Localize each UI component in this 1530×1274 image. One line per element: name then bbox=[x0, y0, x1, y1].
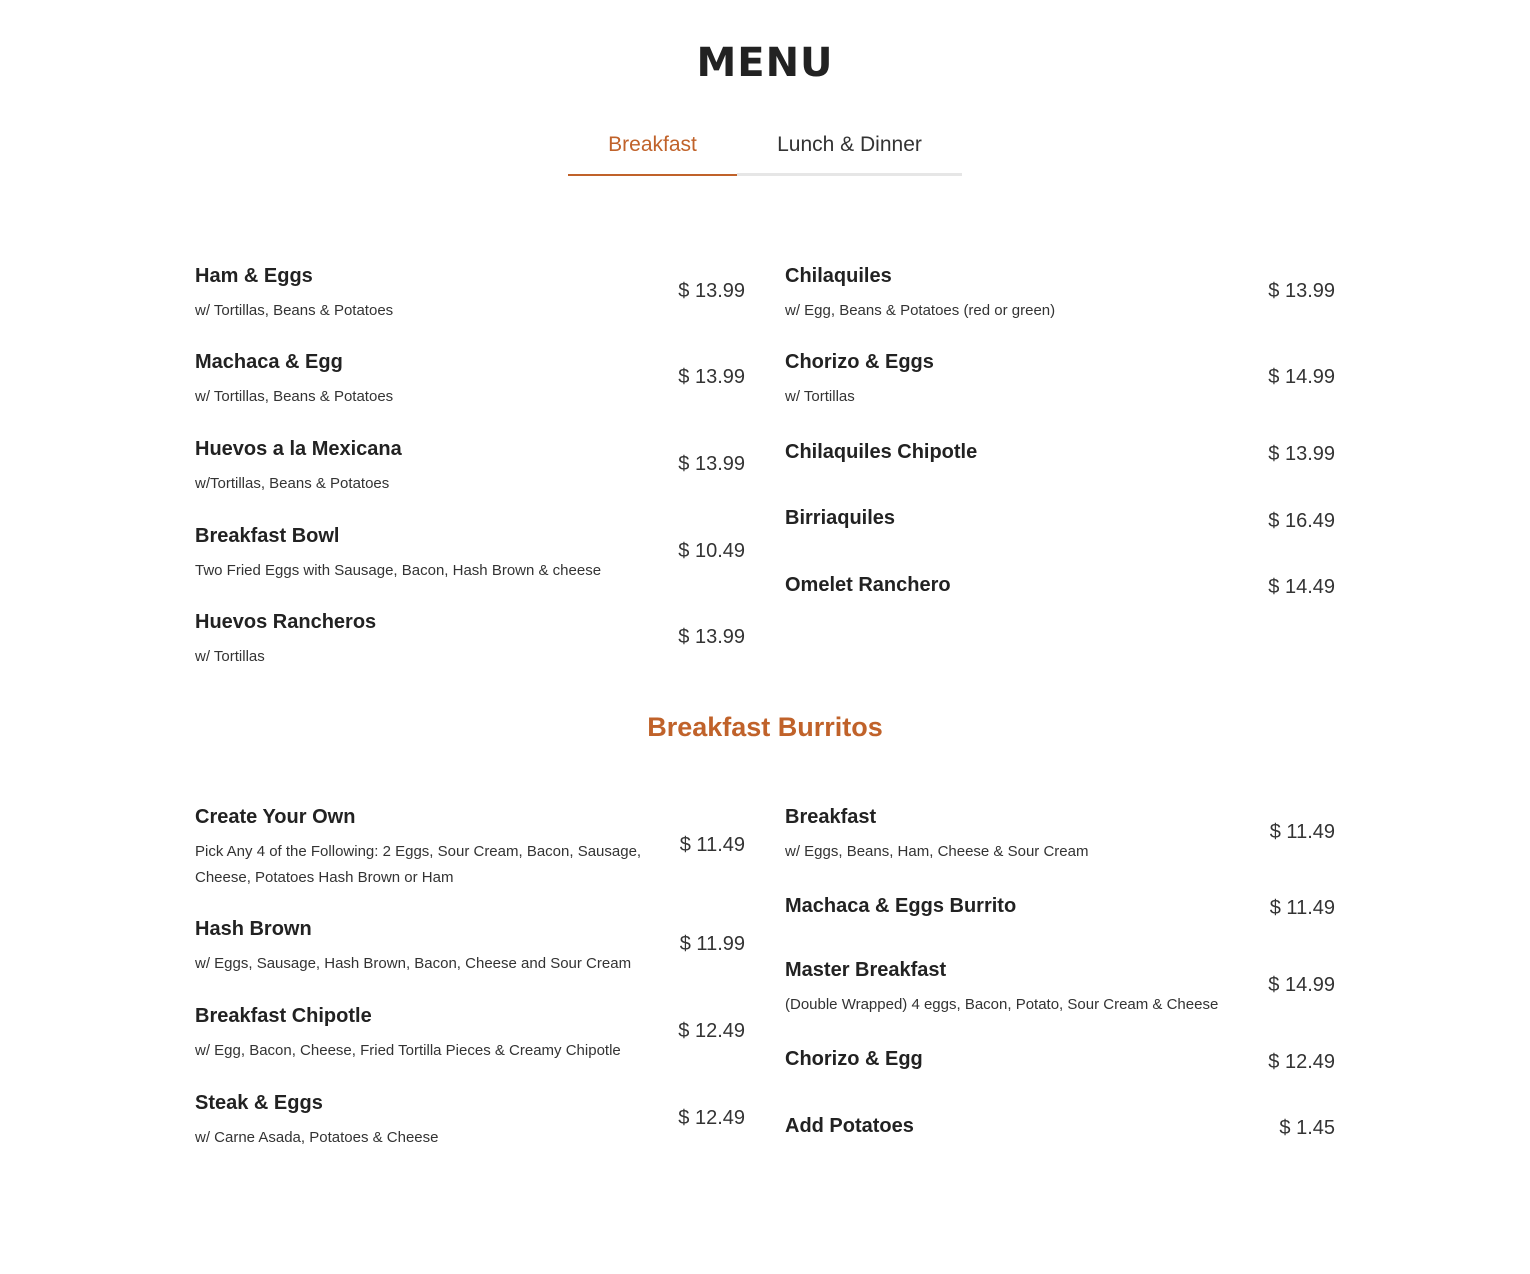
item-description: w/ Tortillas, Beans & Potatoes bbox=[195, 388, 394, 405]
item-price: $ 12.49 bbox=[678, 1020, 745, 1042]
item-description: w/ Tortillas bbox=[785, 388, 855, 405]
item-description: w/Tortillas, Beans & Potatoes bbox=[195, 475, 390, 492]
item-price: $ 11.99 bbox=[679, 933, 745, 955]
item-price: $ 11.49 bbox=[1269, 897, 1335, 919]
section-title-breakfast-burritos: Breakfast Burritos bbox=[647, 712, 883, 742]
item-price: $ 13.99 bbox=[678, 453, 745, 475]
item-description: w/ Tortillas bbox=[195, 648, 265, 665]
item-description: w/ Egg, Bacon, Cheese, Fried Tortilla Pieces & Creamy Chipotle bbox=[195, 1042, 621, 1059]
item-name: Chorizo & Egg bbox=[785, 1048, 923, 1070]
item-name: Birriaquiles bbox=[785, 507, 896, 529]
item-price: $ 10.49 bbox=[678, 540, 745, 562]
item-description: w/ Tortillas, Beans & Potatoes bbox=[195, 302, 394, 319]
item-price: $ 14.99 bbox=[1268, 366, 1335, 388]
item-name: Steak & Eggs bbox=[195, 1092, 323, 1114]
item-name: Ham & Eggs bbox=[195, 265, 313, 287]
item-name: Add Potatoes bbox=[785, 1115, 914, 1137]
menu-tabs bbox=[568, 128, 962, 180]
item-name: Create Your Own bbox=[195, 806, 356, 828]
page-title: MENU bbox=[696, 40, 834, 86]
item-description: w/ Carne Asada, Potatoes & Cheese bbox=[195, 1129, 439, 1146]
item-price: $ 12.49 bbox=[1268, 1051, 1335, 1073]
item-name: Breakfast Chipotle bbox=[195, 1005, 372, 1027]
item-name: Breakfast bbox=[785, 806, 877, 828]
item-price: $ 12.49 bbox=[678, 1107, 745, 1129]
item-description: w/ Egg, Beans & Potatoes (red or green) bbox=[785, 302, 1056, 319]
item-name: Machaca & Egg bbox=[195, 351, 343, 373]
item-description: Pick Any 4 of the Following: 2 Eggs, Sour Cream, Bacon, Sausage, Cheese, Potatoes Hash Brown or Ham bbox=[195, 843, 642, 886]
item-name: Chilaquiles bbox=[785, 265, 892, 287]
item-price: $ 14.49 bbox=[1268, 576, 1335, 598]
item-price: $ 11.49 bbox=[1269, 821, 1335, 843]
item-name: Huevos Rancheros bbox=[195, 611, 377, 633]
item-price: $ 13.99 bbox=[678, 366, 745, 388]
item-price: $ 16.49 bbox=[1268, 510, 1335, 532]
item-name: Huevos a la Mexicana bbox=[195, 438, 402, 460]
item-name: Master Breakfast bbox=[785, 959, 947, 981]
item-description: w/ Eggs, Sausage, Hash Brown, Bacon, Cheese and Sour Cream bbox=[195, 955, 632, 972]
item-price: $ 13.99 bbox=[678, 626, 745, 648]
item-name: Hash Brown bbox=[195, 918, 312, 940]
item-price: $ 13.99 bbox=[678, 280, 745, 302]
item-name: Breakfast Bowl bbox=[195, 525, 340, 547]
item-price: $ 13.99 bbox=[1268, 443, 1335, 465]
item-description: Two Fried Eggs with Sausage, Bacon, Hash Brown & cheese bbox=[195, 562, 602, 579]
item-price: $ 14.99 bbox=[1268, 974, 1335, 996]
item-price: $ 13.99 bbox=[1268, 280, 1335, 302]
tab-breakfast[interactable]: Breakfast bbox=[568, 128, 737, 176]
item-name: Chilaquiles Chipotle bbox=[785, 441, 978, 463]
item-description: w/ Eggs, Beans, Ham, Cheese & Sour Cream bbox=[785, 843, 1089, 860]
item-price: $ 11.49 bbox=[679, 834, 745, 856]
item-price: $ 1.45 bbox=[1279, 1117, 1335, 1139]
item-name: Chorizo & Eggs bbox=[785, 351, 934, 373]
item-description: (Double Wrapped) 4 eggs, Bacon, Potato, Sour Cream & Cheese bbox=[785, 996, 1219, 1013]
tab-lunch-dinner[interactable]: Lunch & Dinner bbox=[737, 128, 962, 176]
item-name: Machaca & Eggs Burrito bbox=[785, 895, 1017, 917]
item-name: Omelet Ranchero bbox=[785, 574, 951, 596]
